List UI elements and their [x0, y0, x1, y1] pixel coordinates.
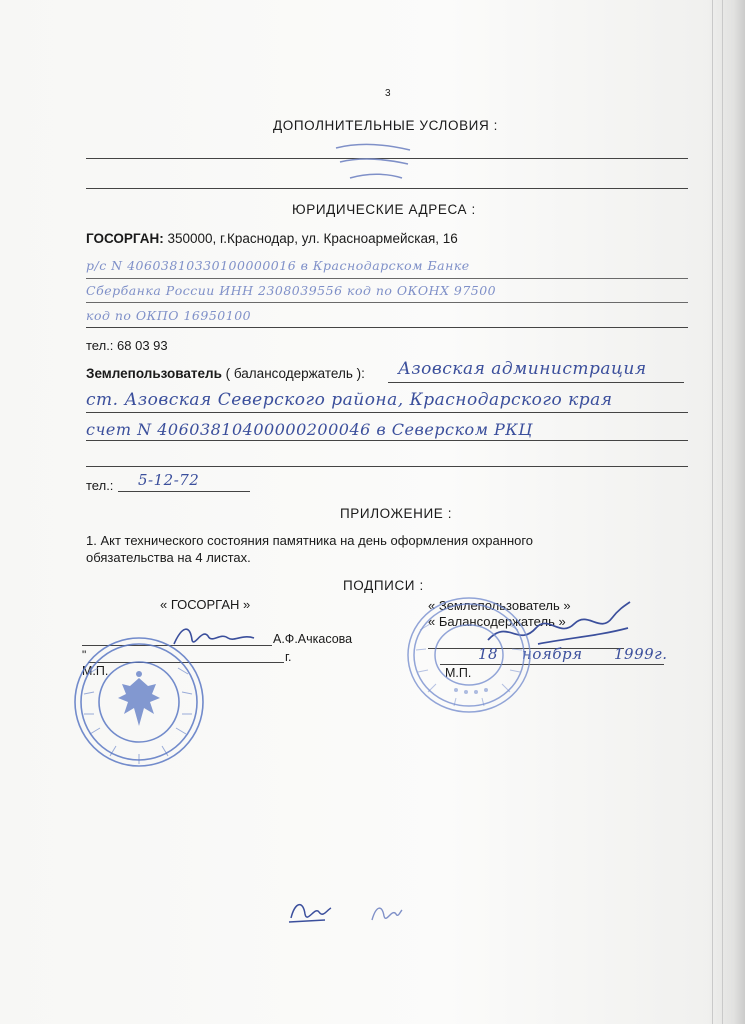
user-signature-title-2: « Балансодержатель » — [428, 614, 566, 629]
user-phone-label: тел.: — [86, 478, 114, 493]
user-address-handwritten: ст. Азовская Северского района, Краснодарского края — [86, 390, 613, 410]
user-phone-handwritten: 5-12-72 — [138, 471, 200, 489]
gosorgan-mp: М.П. — [82, 664, 109, 678]
appendix-item-line-1: 1. Акт технического состояния памятника на день оформления охранного — [86, 533, 534, 548]
initials-mark-2 — [366, 898, 406, 928]
gosorgan-date-year-suffix: г. — [285, 650, 292, 664]
gosorgan-address: 350000, г.Краснодар, ул. Красноармейская, 16 — [163, 231, 458, 246]
appendix-heading: ПРИЛОЖЕНИЕ : — [340, 506, 453, 521]
user-line-4 — [86, 466, 688, 467]
address-line-3 — [86, 327, 688, 328]
gosorgan-bank-line-2: Сбербанка России ИНН 2308039556 код по ОКОНХ 97500 — [86, 283, 497, 298]
initials-mark-1 — [285, 896, 335, 928]
user-account-handwritten: счет N 40603810400000200046 в Северском РКЦ — [86, 420, 533, 439]
signatures-heading: ПОДПИСИ : — [343, 578, 424, 593]
user-signature-title-1: « Землепользователь » — [428, 598, 571, 613]
user-label: Землепользователь — [86, 366, 222, 381]
user-name-handwritten: Азовская администрация — [398, 359, 647, 379]
gosorgan-round-stamp — [70, 634, 208, 770]
user-label-paren: ( балансодержатель ): — [221, 366, 365, 381]
user-line-2 — [86, 412, 688, 413]
address-line-1 — [86, 278, 688, 279]
additional-conditions-heading: ДОПОЛНИТЕЛЬНЫЕ УСЛОВИЯ : — [273, 118, 499, 133]
gosorgan-date-quote: " — [82, 648, 87, 662]
user-date-day: 18 — [478, 645, 499, 663]
gosorgan-phone-label: тел.: — [86, 338, 114, 353]
user-line-3 — [86, 440, 688, 441]
user-date-year: 1999г. — [614, 645, 668, 663]
user-line-1 — [388, 382, 684, 383]
page-edge-line — [722, 0, 723, 1024]
gosorgan-label: ГОСОРГАН: — [86, 231, 164, 246]
page-number: 3 — [385, 88, 391, 99]
gosorgan-phone-line — [86, 338, 168, 353]
address-line-2 — [86, 302, 688, 303]
pen-strike-mark — [330, 138, 420, 193]
user-round-stamp — [404, 594, 534, 716]
gosorgan-signature-title: « ГОСОРГАН » — [160, 597, 251, 612]
user-phone-line — [118, 491, 250, 492]
gosorgan-signatory-name: А.Ф.Ачкасова — [273, 632, 353, 646]
legal-addresses-heading: ЮРИДИЧЕСКИЕ АДРЕСА : — [292, 202, 476, 217]
user-date-month: ноября — [522, 645, 583, 663]
appendix-item-line-2: обязательства на 4 листах. — [86, 550, 251, 565]
page-edge-line — [712, 0, 713, 1024]
user-mp: М.П. — [445, 666, 472, 680]
gosorgan-address-line — [86, 231, 458, 246]
user-label-line — [86, 366, 365, 381]
gosorgan-bank-line-1: р/с N 40603810330100000016 в Краснодарском Банке — [86, 258, 470, 273]
gosorgan-phone: 68 03 93 — [113, 338, 168, 353]
gosorgan-bank-line-3: код по ОКПО 16950100 — [86, 308, 252, 323]
